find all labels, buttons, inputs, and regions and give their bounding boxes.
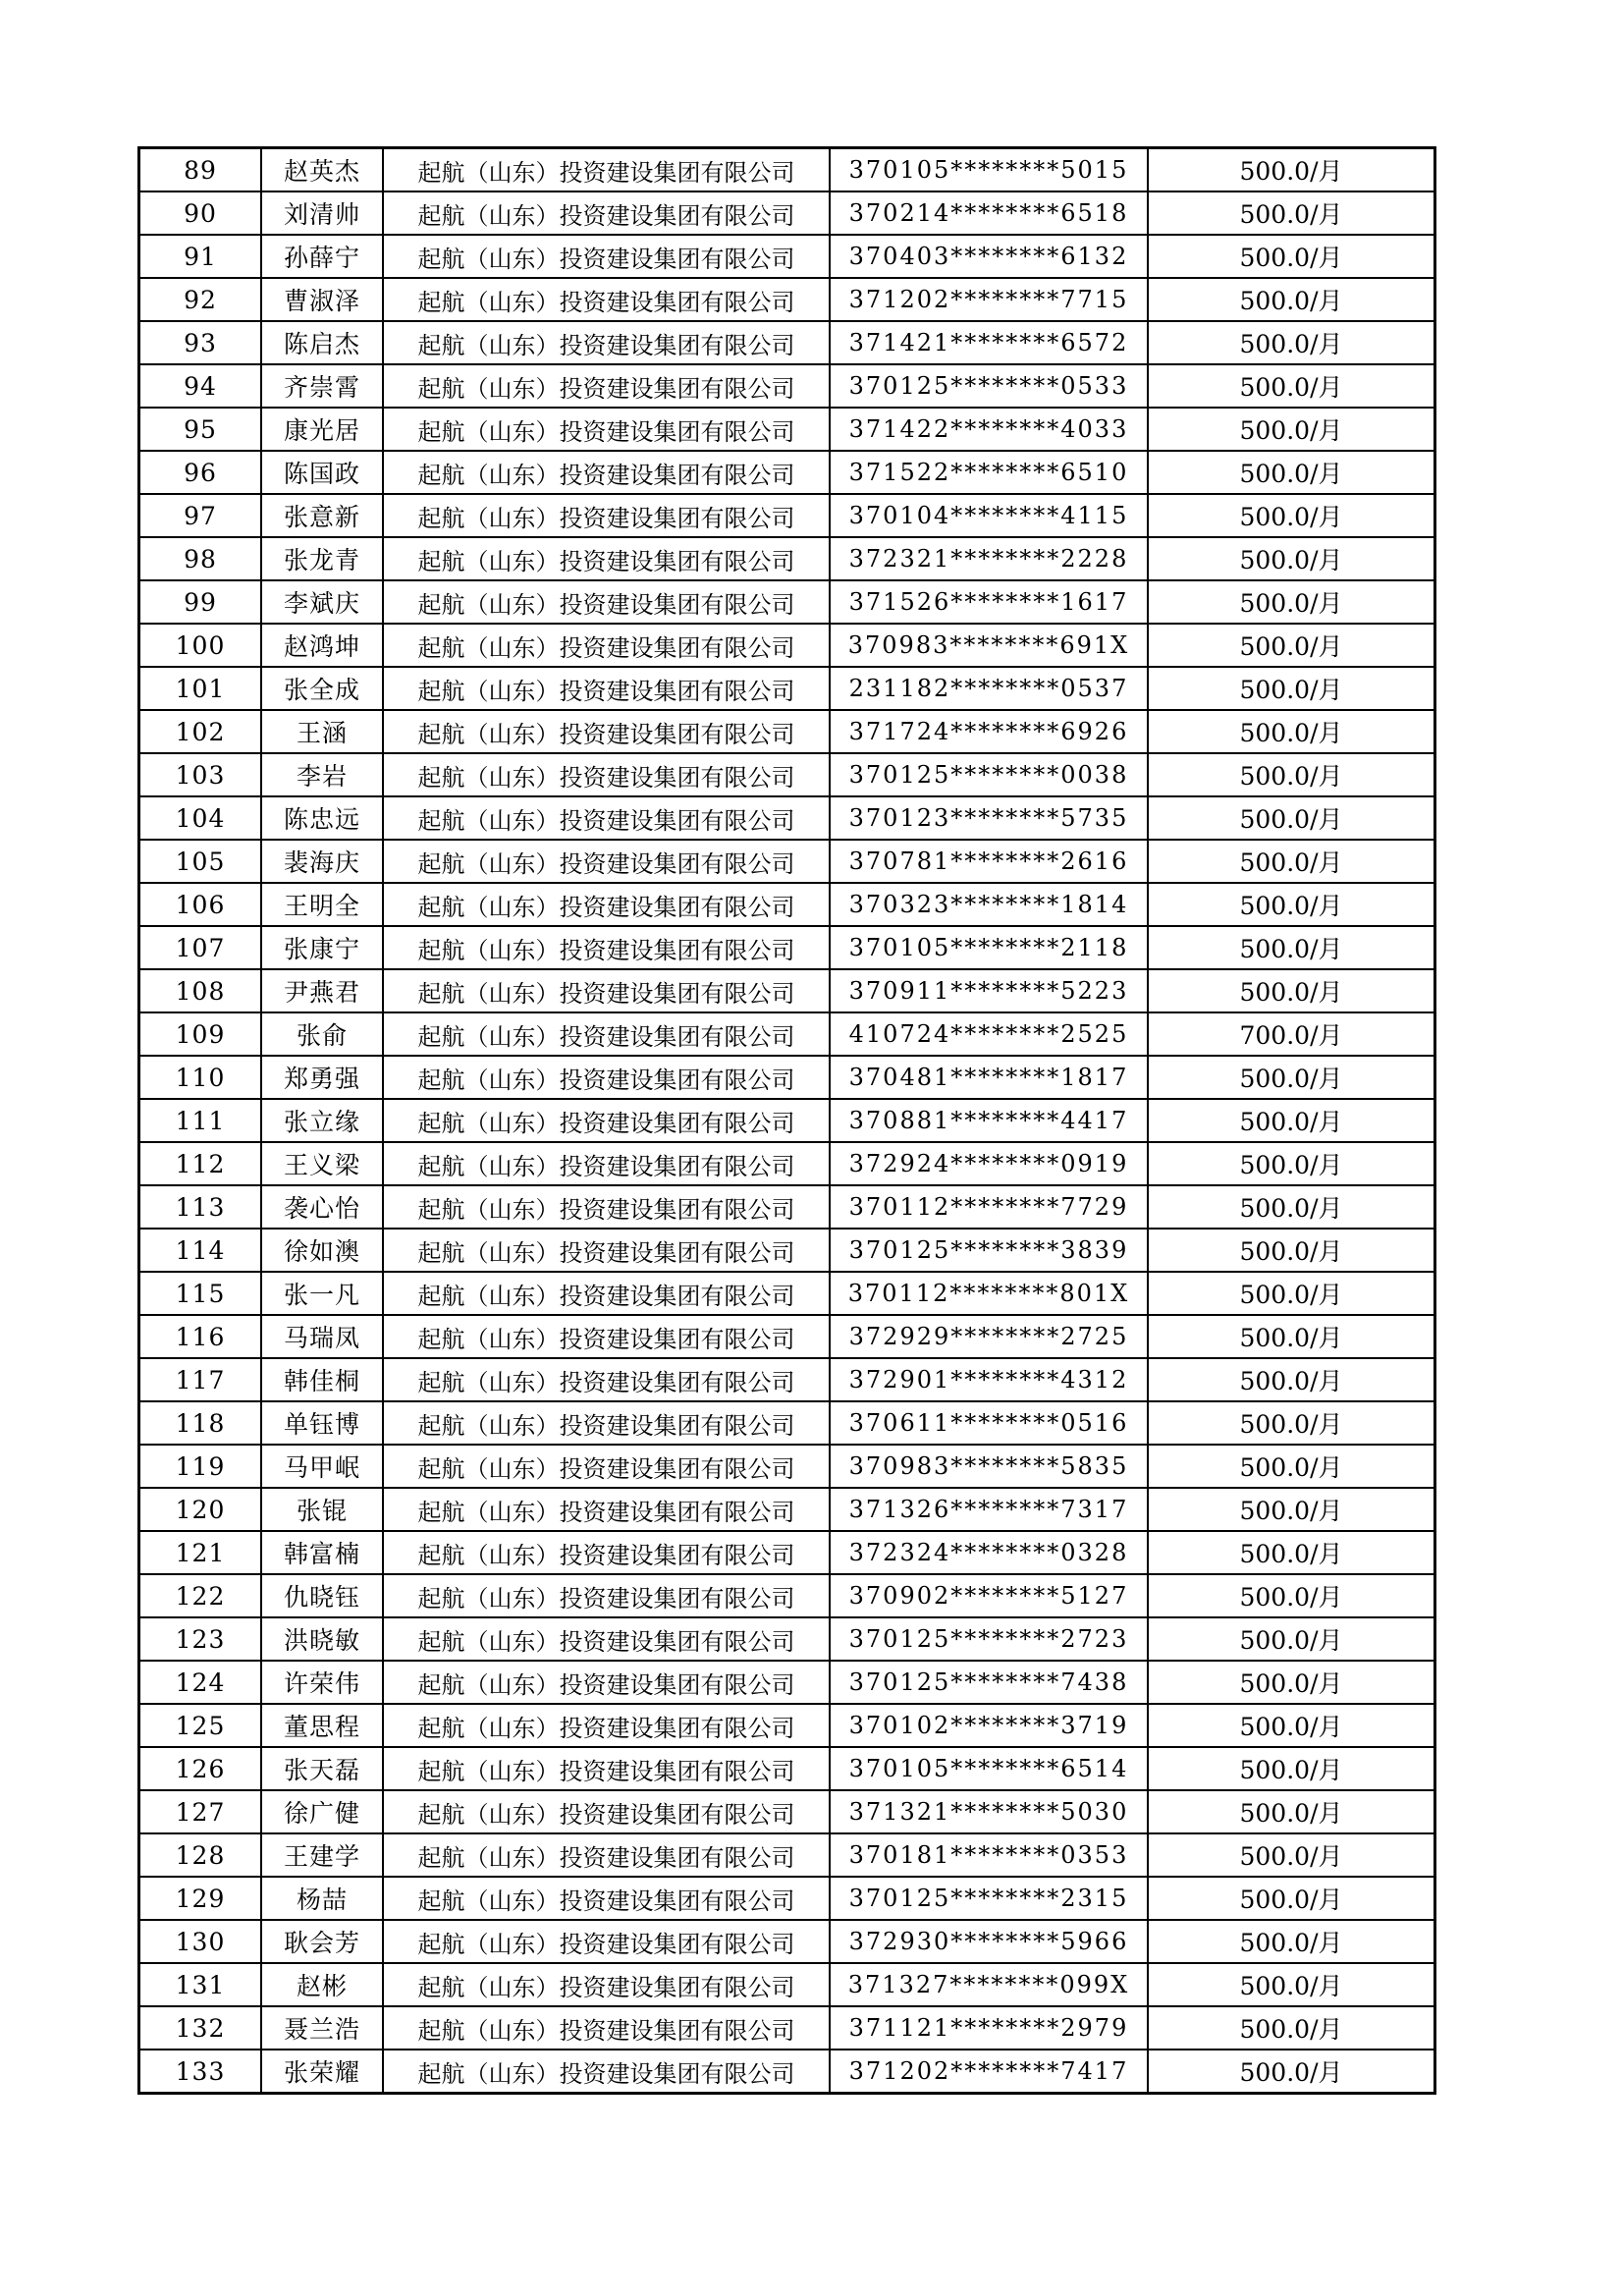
id-number-cell: 371326********7317 (830, 1488, 1148, 1531)
subsidy-amount-cell: 500.0/月 (1148, 1272, 1435, 1315)
company-name-cell: 起航（山东）投资建设集团有限公司 (383, 1358, 830, 1401)
id-number-cell: 372324********0328 (830, 1531, 1148, 1574)
table-row (139, 753, 1435, 796)
table-row (139, 667, 1435, 710)
subsidy-amount-cell: 500.0/月 (1148, 1315, 1435, 1358)
subsidy-amount-cell: 500.0/月 (1148, 1833, 1435, 1877)
subsidy-amount-cell: 500.0/月 (1148, 667, 1435, 710)
subsidy-amount-cell: 500.0/月 (1148, 537, 1435, 580)
id-number-cell: 410724********2525 (830, 1012, 1148, 1056)
id-number-cell: 370181********0353 (830, 1833, 1148, 1877)
company-name-cell: 起航（山东）投资建设集团有限公司 (383, 926, 830, 969)
subsidy-amount-cell: 500.0/月 (1148, 1747, 1435, 1790)
subsidy-amount-cell: 500.0/月 (1148, 969, 1435, 1012)
company-name-cell: 起航（山东）投资建设集团有限公司 (383, 1920, 830, 1963)
row-number-cell: 127 (139, 1790, 262, 1833)
row-number-cell: 96 (139, 451, 262, 494)
id-number-cell: 371526********1617 (830, 580, 1148, 624)
table-row (139, 840, 1435, 883)
table-row (139, 1531, 1435, 1574)
subsidy-amount-cell: 500.0/月 (1148, 1142, 1435, 1185)
table-row (139, 278, 1435, 321)
row-number-cell: 124 (139, 1661, 262, 1704)
id-number-cell: 371321********5030 (830, 1790, 1148, 1833)
person-name-cell: 张龙青 (261, 537, 383, 580)
company-name-cell: 起航（山东）投资建设集团有限公司 (383, 969, 830, 1012)
table-row (139, 1315, 1435, 1358)
table-row (139, 1833, 1435, 1877)
company-name-cell: 起航（山东）投资建设集团有限公司 (383, 840, 830, 883)
subsidy-table-body (139, 148, 1435, 2094)
company-name-cell: 起航（山东）投资建设集团有限公司 (383, 1661, 830, 1704)
person-name-cell: 孙薛宁 (261, 235, 383, 278)
id-number-cell: 371421********6572 (830, 321, 1148, 364)
row-number-cell: 105 (139, 840, 262, 883)
table-row (139, 1185, 1435, 1229)
person-name-cell: 耿会芳 (261, 1920, 383, 1963)
company-name-cell: 起航（山东）投资建设集团有限公司 (383, 451, 830, 494)
subsidy-amount-cell: 500.0/月 (1148, 1445, 1435, 1488)
id-number-cell: 370102********3719 (830, 1704, 1148, 1747)
company-name-cell: 起航（山东）投资建设集团有限公司 (383, 1963, 830, 2006)
id-number-cell: 370881********4417 (830, 1099, 1148, 1142)
person-name-cell: 马瑞凤 (261, 1315, 383, 1358)
subsidy-amount-cell: 500.0/月 (1148, 796, 1435, 840)
row-number-cell: 94 (139, 364, 262, 408)
subsidy-amount-cell: 500.0/月 (1148, 1229, 1435, 1272)
company-name-cell: 起航（山东）投资建设集团有限公司 (383, 191, 830, 235)
person-name-cell: 王建学 (261, 1833, 383, 1877)
person-name-cell: 张立缘 (261, 1099, 383, 1142)
row-number-cell: 128 (139, 1833, 262, 1877)
person-name-cell: 王义梁 (261, 1142, 383, 1185)
row-number-cell: 103 (139, 753, 262, 796)
table-row (139, 1963, 1435, 2006)
table-row (139, 883, 1435, 926)
id-number-cell: 370112********7729 (830, 1185, 1148, 1229)
subsidy-table (137, 146, 1436, 2095)
table-row (139, 1056, 1435, 1099)
row-number-cell: 93 (139, 321, 262, 364)
person-name-cell: 王明全 (261, 883, 383, 926)
company-name-cell: 起航（山东）投资建设集团有限公司 (383, 1574, 830, 1617)
person-name-cell: 刘清帅 (261, 191, 383, 235)
table-row (139, 191, 1435, 235)
person-name-cell: 赵彬 (261, 1963, 383, 2006)
id-number-cell: 371327********099X (830, 1963, 1148, 2006)
company-name-cell: 起航（山东）投资建设集团有限公司 (383, 1272, 830, 1315)
id-number-cell: 371422********4033 (830, 408, 1148, 451)
subsidy-amount-cell: 500.0/月 (1148, 1574, 1435, 1617)
table-row (139, 1229, 1435, 1272)
table-row (139, 1747, 1435, 1790)
company-name-cell: 起航（山东）投资建设集团有限公司 (383, 1488, 830, 1531)
row-number-cell: 115 (139, 1272, 262, 1315)
company-name-cell: 起航（山东）投资建设集团有限公司 (383, 1142, 830, 1185)
row-number-cell: 119 (139, 1445, 262, 1488)
row-number-cell: 114 (139, 1229, 262, 1272)
person-name-cell: 单钰博 (261, 1401, 383, 1445)
id-number-cell: 372321********2228 (830, 537, 1148, 580)
person-name-cell: 马甲岷 (261, 1445, 383, 1488)
table-row (139, 321, 1435, 364)
id-number-cell: 371121********2979 (830, 2006, 1148, 2050)
subsidy-amount-cell: 500.0/月 (1148, 1963, 1435, 2006)
row-number-cell: 130 (139, 1920, 262, 1963)
company-name-cell: 起航（山东）投资建设集团有限公司 (383, 494, 830, 537)
row-number-cell: 97 (139, 494, 262, 537)
company-name-cell: 起航（山东）投资建设集团有限公司 (383, 753, 830, 796)
table-row (139, 710, 1435, 753)
subsidy-amount-cell: 500.0/月 (1148, 2006, 1435, 2050)
table-row (139, 148, 1435, 192)
person-name-cell: 康光居 (261, 408, 383, 451)
company-name-cell: 起航（山东）投资建设集团有限公司 (383, 2006, 830, 2050)
id-number-cell: 370902********5127 (830, 1574, 1148, 1617)
id-number-cell: 372930********5966 (830, 1920, 1148, 1963)
person-name-cell: 陈国政 (261, 451, 383, 494)
subsidy-amount-cell: 500.0/月 (1148, 1617, 1435, 1661)
id-number-cell: 370125********7438 (830, 1661, 1148, 1704)
row-number-cell: 125 (139, 1704, 262, 1747)
id-number-cell: 370112********801X (830, 1272, 1148, 1315)
id-number-cell: 231182********0537 (830, 667, 1148, 710)
id-number-cell: 370125********3839 (830, 1229, 1148, 1272)
person-name-cell: 张全成 (261, 667, 383, 710)
company-name-cell: 起航（山东）投资建设集团有限公司 (383, 667, 830, 710)
row-number-cell: 122 (139, 1574, 262, 1617)
subsidy-amount-cell: 500.0/月 (1148, 580, 1435, 624)
id-number-cell: 370403********6132 (830, 235, 1148, 278)
row-number-cell: 133 (139, 2050, 262, 2094)
person-name-cell: 韩佳桐 (261, 1358, 383, 1401)
table-row (139, 2006, 1435, 2050)
table-row (139, 2050, 1435, 2094)
company-name-cell: 起航（山东）投资建设集团有限公司 (383, 883, 830, 926)
table-row (139, 1401, 1435, 1445)
table-row (139, 1574, 1435, 1617)
company-name-cell: 起航（山东）投资建设集团有限公司 (383, 1704, 830, 1747)
table-row (139, 1790, 1435, 1833)
person-name-cell: 齐崇霄 (261, 364, 383, 408)
company-name-cell: 起航（山东）投资建设集团有限公司 (383, 235, 830, 278)
table-row (139, 1099, 1435, 1142)
company-name-cell: 起航（山东）投资建设集团有限公司 (383, 1012, 830, 1056)
company-name-cell: 起航（山东）投资建设集团有限公司 (383, 624, 830, 667)
id-number-cell: 370125********2723 (830, 1617, 1148, 1661)
person-name-cell: 张意新 (261, 494, 383, 537)
id-number-cell: 371522********6510 (830, 451, 1148, 494)
table-row (139, 969, 1435, 1012)
row-number-cell: 109 (139, 1012, 262, 1056)
person-name-cell: 徐广健 (261, 1790, 383, 1833)
row-number-cell: 107 (139, 926, 262, 969)
table-row (139, 364, 1435, 408)
person-name-cell: 王涵 (261, 710, 383, 753)
id-number-cell: 372901********4312 (830, 1358, 1148, 1401)
subsidy-amount-cell: 500.0/月 (1148, 1185, 1435, 1229)
subsidy-amount-cell: 500.0/月 (1148, 1661, 1435, 1704)
table-row (139, 1488, 1435, 1531)
table-row (139, 1445, 1435, 1488)
person-name-cell: 张俞 (261, 1012, 383, 1056)
table-row (139, 926, 1435, 969)
table-row (139, 408, 1435, 451)
person-name-cell: 张荣耀 (261, 2050, 383, 2094)
row-number-cell: 95 (139, 408, 262, 451)
table-row (139, 1272, 1435, 1315)
row-number-cell: 89 (139, 148, 262, 192)
company-name-cell: 起航（山东）投资建设集团有限公司 (383, 580, 830, 624)
id-number-cell: 370105********5015 (830, 148, 1148, 192)
table-row (139, 1012, 1435, 1056)
person-name-cell: 张锟 (261, 1488, 383, 1531)
table-row (139, 796, 1435, 840)
company-name-cell: 起航（山东）投资建设集团有限公司 (383, 278, 830, 321)
id-number-cell: 370781********2616 (830, 840, 1148, 883)
person-name-cell: 赵英杰 (261, 148, 383, 192)
subsidy-amount-cell: 500.0/月 (1148, 840, 1435, 883)
person-name-cell: 张天磊 (261, 1747, 383, 1790)
company-name-cell: 起航（山东）投资建设集团有限公司 (383, 1401, 830, 1445)
company-name-cell: 起航（山东）投资建设集团有限公司 (383, 364, 830, 408)
id-number-cell: 370983********5835 (830, 1445, 1148, 1488)
company-name-cell: 起航（山东）投资建设集团有限公司 (383, 321, 830, 364)
row-number-cell: 100 (139, 624, 262, 667)
company-name-cell: 起航（山东）投资建设集团有限公司 (383, 1531, 830, 1574)
subsidy-amount-cell: 500.0/月 (1148, 710, 1435, 753)
id-number-cell: 370105********6514 (830, 1747, 1148, 1790)
table-row (139, 235, 1435, 278)
company-name-cell: 起航（山东）投资建设集团有限公司 (383, 408, 830, 451)
person-name-cell: 陈忠远 (261, 796, 383, 840)
id-number-cell: 371724********6926 (830, 710, 1148, 753)
id-number-cell: 370481********1817 (830, 1056, 1148, 1099)
subsidy-amount-cell: 500.0/月 (1148, 278, 1435, 321)
table-row (139, 1617, 1435, 1661)
id-number-cell: 370125********0533 (830, 364, 1148, 408)
row-number-cell: 118 (139, 1401, 262, 1445)
id-number-cell: 370105********2118 (830, 926, 1148, 969)
person-name-cell: 李岩 (261, 753, 383, 796)
id-number-cell: 370125********0038 (830, 753, 1148, 796)
subsidy-amount-cell: 500.0/月 (1148, 408, 1435, 451)
person-name-cell: 董思程 (261, 1704, 383, 1747)
row-number-cell: 112 (139, 1142, 262, 1185)
person-name-cell: 裴海庆 (261, 840, 383, 883)
row-number-cell: 132 (139, 2006, 262, 2050)
id-number-cell: 371202********7715 (830, 278, 1148, 321)
table-row (139, 1920, 1435, 1963)
id-number-cell: 370323********1814 (830, 883, 1148, 926)
row-number-cell: 113 (139, 1185, 262, 1229)
row-number-cell: 120 (139, 1488, 262, 1531)
row-number-cell: 106 (139, 883, 262, 926)
company-name-cell: 起航（山东）投资建设集团有限公司 (383, 1315, 830, 1358)
company-name-cell: 起航（山东）投资建设集团有限公司 (383, 1056, 830, 1099)
row-number-cell: 126 (139, 1747, 262, 1790)
company-name-cell: 起航（山东）投资建设集团有限公司 (383, 1617, 830, 1661)
id-number-cell: 372929********2725 (830, 1315, 1148, 1358)
subsidy-amount-cell: 500.0/月 (1148, 1358, 1435, 1401)
table-row (139, 1877, 1435, 1920)
person-name-cell: 仇晓钰 (261, 1574, 383, 1617)
table-row (139, 1358, 1435, 1401)
subsidy-amount-cell: 500.0/月 (1148, 753, 1435, 796)
row-number-cell: 92 (139, 278, 262, 321)
id-number-cell: 370104********4115 (830, 494, 1148, 537)
table-row (139, 1142, 1435, 1185)
subsidy-amount-cell: 500.0/月 (1148, 926, 1435, 969)
row-number-cell: 104 (139, 796, 262, 840)
row-number-cell: 98 (139, 537, 262, 580)
subsidy-amount-cell: 500.0/月 (1148, 451, 1435, 494)
subsidy-amount-cell: 500.0/月 (1148, 364, 1435, 408)
person-name-cell: 韩富楠 (261, 1531, 383, 1574)
table-row (139, 451, 1435, 494)
row-number-cell: 91 (139, 235, 262, 278)
subsidy-amount-cell: 500.0/月 (1148, 1704, 1435, 1747)
person-name-cell: 郑勇强 (261, 1056, 383, 1099)
person-name-cell: 徐如澳 (261, 1229, 383, 1272)
person-name-cell: 袭心怡 (261, 1185, 383, 1229)
table-row (139, 624, 1435, 667)
person-name-cell: 杨喆 (261, 1877, 383, 1920)
subsidy-amount-cell: 500.0/月 (1148, 1056, 1435, 1099)
company-name-cell: 起航（山东）投资建设集团有限公司 (383, 1747, 830, 1790)
row-number-cell: 129 (139, 1877, 262, 1920)
subsidy-amount-cell: 500.0/月 (1148, 1790, 1435, 1833)
row-number-cell: 116 (139, 1315, 262, 1358)
company-name-cell: 起航（山东）投资建设集团有限公司 (383, 1833, 830, 1877)
subsidy-amount-cell: 700.0/月 (1148, 1012, 1435, 1056)
row-number-cell: 101 (139, 667, 262, 710)
table-row (139, 494, 1435, 537)
subsidy-amount-cell: 500.0/月 (1148, 624, 1435, 667)
company-name-cell: 起航（山东）投资建设集团有限公司 (383, 1445, 830, 1488)
person-name-cell: 洪晓敏 (261, 1617, 383, 1661)
table-row (139, 537, 1435, 580)
row-number-cell: 123 (139, 1617, 262, 1661)
subsidy-amount-cell: 500.0/月 (1148, 1488, 1435, 1531)
id-number-cell: 370911********5223 (830, 969, 1148, 1012)
row-number-cell: 110 (139, 1056, 262, 1099)
subsidy-amount-cell: 500.0/月 (1148, 148, 1435, 192)
subsidy-amount-cell: 500.0/月 (1148, 1401, 1435, 1445)
person-name-cell: 曹淑泽 (261, 278, 383, 321)
row-number-cell: 108 (139, 969, 262, 1012)
company-name-cell: 起航（山东）投资建设集团有限公司 (383, 148, 830, 192)
subsidy-amount-cell: 500.0/月 (1148, 321, 1435, 364)
person-name-cell: 赵鸿坤 (261, 624, 383, 667)
subsidy-amount-cell: 500.0/月 (1148, 494, 1435, 537)
company-name-cell: 起航（山东）投资建设集团有限公司 (383, 537, 830, 580)
company-name-cell: 起航（山东）投资建设集团有限公司 (383, 1877, 830, 1920)
person-name-cell: 陈启杰 (261, 321, 383, 364)
subsidy-amount-cell: 500.0/月 (1148, 1877, 1435, 1920)
subsidy-amount-cell: 500.0/月 (1148, 1920, 1435, 1963)
id-number-cell: 371202********7417 (830, 2050, 1148, 2094)
row-number-cell: 111 (139, 1099, 262, 1142)
company-name-cell: 起航（山东）投资建设集团有限公司 (383, 1229, 830, 1272)
company-name-cell: 起航（山东）投资建设集团有限公司 (383, 1099, 830, 1142)
company-name-cell: 起航（山东）投资建设集团有限公司 (383, 1185, 830, 1229)
subsidy-amount-cell: 500.0/月 (1148, 191, 1435, 235)
id-number-cell: 370611********0516 (830, 1401, 1148, 1445)
row-number-cell: 99 (139, 580, 262, 624)
table-row (139, 1661, 1435, 1704)
row-number-cell: 90 (139, 191, 262, 235)
id-number-cell: 370983********691X (830, 624, 1148, 667)
subsidy-amount-cell: 500.0/月 (1148, 883, 1435, 926)
person-name-cell: 聂兰浩 (261, 2006, 383, 2050)
subsidy-amount-cell: 500.0/月 (1148, 2050, 1435, 2094)
person-name-cell: 张一凡 (261, 1272, 383, 1315)
person-name-cell: 张康宁 (261, 926, 383, 969)
company-name-cell: 起航（山东）投资建设集团有限公司 (383, 796, 830, 840)
person-name-cell: 许荣伟 (261, 1661, 383, 1704)
company-name-cell: 起航（山东）投资建设集团有限公司 (383, 710, 830, 753)
table-row (139, 1704, 1435, 1747)
table-row (139, 580, 1435, 624)
row-number-cell: 121 (139, 1531, 262, 1574)
id-number-cell: 370125********2315 (830, 1877, 1148, 1920)
row-number-cell: 117 (139, 1358, 262, 1401)
subsidy-amount-cell: 500.0/月 (1148, 1099, 1435, 1142)
company-name-cell: 起航（山东）投资建设集团有限公司 (383, 2050, 830, 2094)
subsidy-amount-cell: 500.0/月 (1148, 1531, 1435, 1574)
row-number-cell: 131 (139, 1963, 262, 2006)
id-number-cell: 372924********0919 (830, 1142, 1148, 1185)
id-number-cell: 370123********5735 (830, 796, 1148, 840)
row-number-cell: 102 (139, 710, 262, 753)
person-name-cell: 尹燕君 (261, 969, 383, 1012)
subsidy-amount-cell: 500.0/月 (1148, 235, 1435, 278)
person-name-cell: 李斌庆 (261, 580, 383, 624)
id-number-cell: 370214********6518 (830, 191, 1148, 235)
company-name-cell: 起航（山东）投资建设集团有限公司 (383, 1790, 830, 1833)
